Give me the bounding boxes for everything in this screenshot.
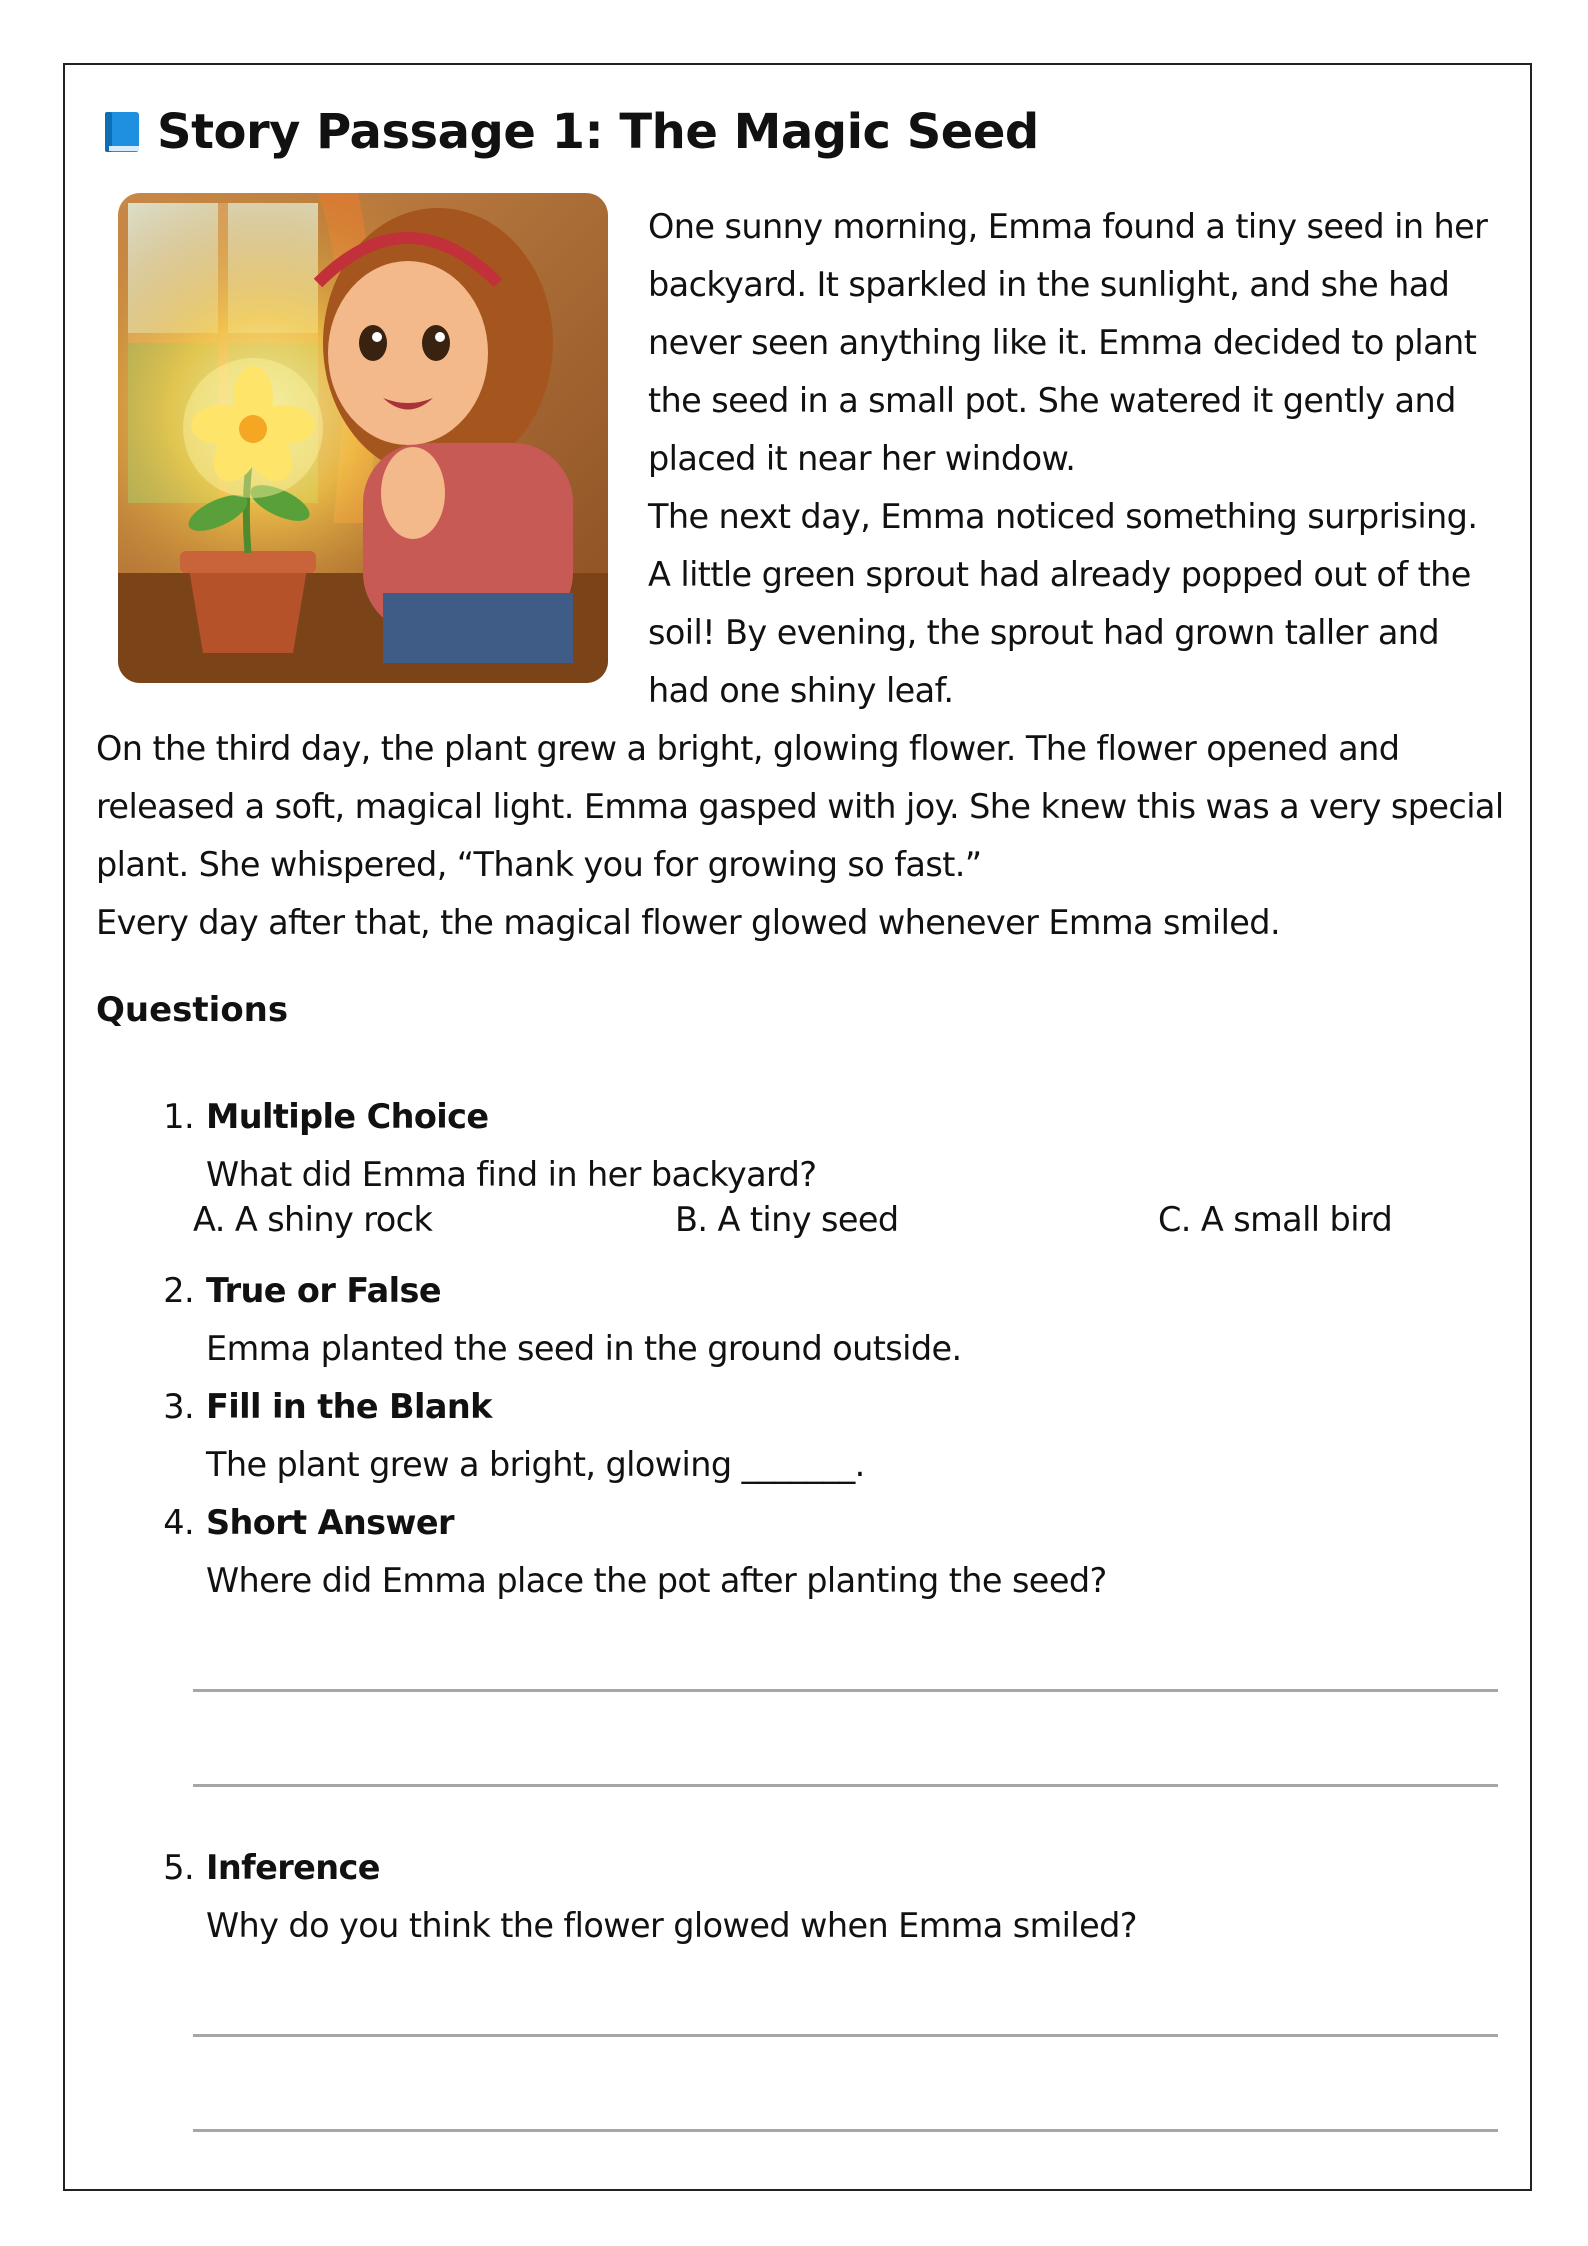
passage-right-column — [648, 198, 1508, 720]
passage-paragraph: One sunny morning, Emma found a tiny seed in her backyard. It sparkled in the sunlight, and she had never seen anything like it. Emma decided to plant the seed in a small pot. She watered it gently and placed it near her window. — [648, 207, 1488, 478]
girl-with-glowing-flower-illustration — [118, 193, 608, 683]
book-icon — [103, 110, 141, 154]
question-number: 5. — [163, 1848, 194, 1887]
question-4 — [140, 1494, 1107, 1610]
answer-line-q5-2[interactable] — [193, 2129, 1498, 2132]
answer-line-q5-1[interactable] — [193, 2034, 1498, 2037]
passage-paragraph: Every day after that, the magical flower glowed whenever Emma smiled. — [96, 903, 1281, 942]
question-1 — [140, 1088, 816, 1204]
questions-heading: Questions — [96, 990, 289, 1030]
answer-line-q4-2[interactable] — [193, 1784, 1498, 1787]
question-text: Emma planted the seed in the ground outside. — [206, 1329, 962, 1368]
question-type: Inference — [206, 1848, 380, 1887]
question-type: Short Answer — [206, 1503, 454, 1542]
title-row — [103, 100, 1039, 164]
page-title: Story Passage 1: The Magic Seed — [157, 104, 1039, 160]
question-5 — [140, 1839, 1137, 1955]
question-number: 3. — [163, 1387, 194, 1426]
question-number: 2. — [163, 1271, 194, 1310]
question-number: 4. — [163, 1503, 194, 1542]
question-type: Fill in the Blank — [206, 1387, 492, 1426]
passage-paragraph: On the third day, the plant grew a bright, glowing flower. The flower opened and released a soft, magical light. Emma gasped with joy. She knew this was a very special plant. She whispered, “Thank you for growing so fast.” — [96, 729, 1504, 884]
question-3 — [140, 1378, 865, 1494]
story-illustration — [118, 193, 608, 683]
answer-line-q4-1[interactable] — [193, 1689, 1498, 1692]
question-text: The plant grew a bright, glowing _______. — [206, 1445, 865, 1484]
question-2 — [140, 1262, 962, 1378]
question-text: Why do you think the flower glowed when Emma smiled? — [206, 1906, 1137, 1945]
passage-full-width — [96, 720, 1508, 952]
passage-paragraph: The next day, Emma noticed something surprising. A little green sprout had already popped out of the soil! By evening, the sprout had grown taller and had one shiny leaf. — [648, 497, 1478, 710]
question-text: Where did Emma place the pot after planting the seed? — [206, 1561, 1107, 1600]
choice-b[interactable]: B. A tiny seed — [675, 1200, 899, 1239]
choice-c[interactable]: C. A small bird — [1158, 1200, 1393, 1239]
choice-a[interactable]: A. A shiny rock — [193, 1200, 433, 1239]
question-number: 1. — [163, 1097, 194, 1136]
question-type: Multiple Choice — [206, 1097, 489, 1136]
question-type: True or False — [206, 1271, 441, 1310]
question-text: What did Emma find in her backyard? — [206, 1155, 817, 1194]
